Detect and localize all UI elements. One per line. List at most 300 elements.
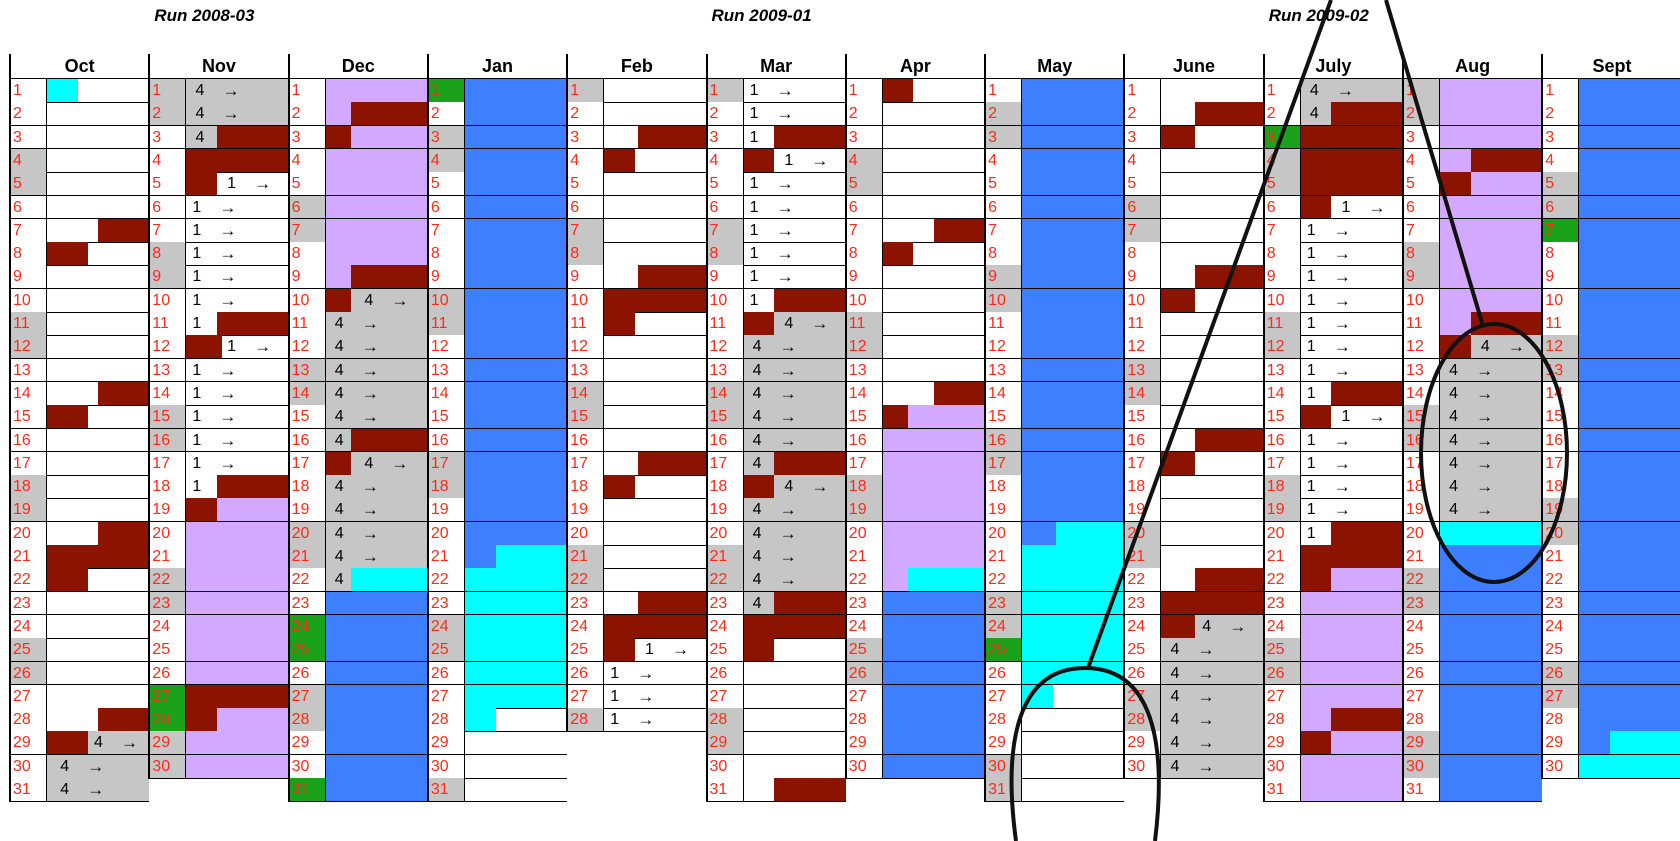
day-number: 8 [1124, 242, 1161, 265]
run-number-label: 1 [192, 198, 202, 216]
grid-line [567, 731, 706, 732]
day-number: 2 [289, 102, 326, 125]
run-number-label: 1 [645, 641, 654, 659]
column-divider [882, 79, 883, 779]
arrow-icon: → [219, 430, 237, 450]
run-number-label: 1 [749, 221, 759, 239]
day-number: 14 [289, 382, 326, 405]
day-number: 21 [1124, 545, 1161, 568]
column-divider [46, 79, 47, 802]
status-segment [326, 219, 428, 242]
arrow-icon: → [1336, 81, 1354, 100]
day-number: 22 [1264, 568, 1301, 591]
day-number: 10 [289, 289, 326, 312]
day-number: 27 [1403, 685, 1440, 708]
status-segment [465, 638, 567, 661]
arrow-icon: → [1368, 197, 1386, 217]
day-number: 27 [1264, 685, 1301, 708]
status-segment [465, 289, 567, 312]
status-segment [326, 615, 428, 638]
day-number: 15 [149, 405, 186, 428]
arrow-icon: → [87, 780, 105, 799]
status-segment [883, 475, 985, 498]
status-segment [883, 615, 985, 638]
status-segment [465, 522, 567, 545]
run-number-label: 4 [334, 315, 344, 332]
day-number: 26 [149, 662, 186, 685]
arrow-icon: → [1197, 663, 1215, 683]
run-number-label: 4 [334, 524, 344, 542]
grid-line [428, 78, 567, 79]
arrow-icon: → [779, 500, 797, 520]
day-number: 7 [289, 219, 326, 242]
status-segment [326, 592, 428, 615]
day-number: 24 [1124, 615, 1161, 638]
run-number-label: 1 [1306, 338, 1316, 356]
status-segment [47, 405, 88, 428]
arrow-icon: → [779, 547, 797, 566]
arrow-icon: → [637, 710, 655, 730]
day-number: 4 [289, 149, 326, 172]
day-number: 23 [846, 592, 883, 615]
day-number: 21 [1542, 545, 1579, 568]
day-number: 15 [289, 405, 326, 428]
run-number-label: 4 [1449, 501, 1459, 519]
status-segment [1301, 592, 1403, 615]
day-number: 9 [846, 265, 883, 288]
status-segment [326, 265, 352, 288]
day-number: 22 [1124, 568, 1161, 591]
run-number-label: 4 [752, 454, 762, 472]
status-segment [465, 219, 567, 242]
status-segment [1022, 312, 1124, 335]
status-segment [1579, 172, 1680, 195]
status-segment [1022, 196, 1124, 219]
status-segment [465, 79, 567, 102]
status-segment [1440, 79, 1542, 102]
day-number: 24 [289, 615, 326, 638]
run-number-label: 4 [752, 408, 762, 426]
status-segment [1471, 172, 1543, 195]
arrow-icon: → [1333, 337, 1351, 357]
status-segment [1440, 102, 1542, 125]
grid-line [428, 801, 567, 802]
day-number: 20 [1542, 522, 1579, 545]
day-number: 28 [149, 708, 186, 731]
day-number: 13 [428, 359, 465, 382]
day-number: 17 [1403, 452, 1440, 475]
run-number-label: 1 [227, 338, 237, 356]
day-number: 12 [707, 335, 744, 358]
day-number: 1 [1542, 79, 1579, 102]
day-number: 11 [149, 312, 186, 335]
day-number: 24 [149, 615, 186, 638]
day-number: 25 [428, 638, 465, 661]
status-segment [217, 312, 289, 335]
day-number: 8 [149, 242, 186, 265]
day-number: 12 [428, 335, 465, 358]
day-number: 27 [289, 685, 326, 708]
day-number: 10 [149, 289, 186, 312]
arrow-icon: → [1476, 407, 1494, 427]
status-segment [744, 312, 775, 335]
arrow-icon: → [672, 640, 690, 660]
status-segment [465, 382, 567, 405]
day-number: 19 [846, 498, 883, 521]
day-number: 18 [1542, 475, 1579, 498]
status-segment [1022, 405, 1124, 428]
status-segment [1440, 755, 1542, 778]
grid-line [1403, 78, 1542, 79]
status-segment [465, 662, 567, 685]
arrow-icon: → [779, 430, 797, 450]
day-number: 18 [985, 475, 1022, 498]
day-number: 22 [567, 568, 604, 591]
day-number: 7 [1542, 219, 1579, 242]
grid-line [149, 778, 288, 779]
day-number: 20 [10, 522, 47, 545]
month-header: Aug [1455, 56, 1491, 76]
day-number: 8 [289, 242, 326, 265]
month-divider [1263, 54, 1265, 802]
day-number: 26 [1124, 662, 1161, 685]
day-number: 2 [149, 102, 186, 125]
day-number: 27 [428, 685, 465, 708]
arrow-icon: → [776, 220, 794, 240]
arrow-icon: → [811, 477, 829, 497]
status-segment [883, 79, 914, 102]
status-segment [1056, 522, 1125, 545]
day-number: 28 [567, 708, 604, 731]
status-segment [1440, 126, 1542, 149]
column-divider [464, 79, 465, 802]
status-segment [1022, 359, 1124, 382]
arrow-icon: → [637, 663, 655, 683]
arrow-icon: → [776, 244, 794, 264]
day-number: 16 [567, 429, 604, 452]
status-segment [1022, 615, 1124, 638]
day-number: 13 [707, 359, 744, 382]
status-segment [1471, 149, 1543, 172]
status-segment [1022, 172, 1124, 195]
day-number: 22 [1403, 568, 1440, 591]
day-number: 20 [846, 522, 883, 545]
day-number: 21 [289, 545, 326, 568]
status-segment [1579, 242, 1680, 265]
arrow-icon: → [1333, 430, 1351, 450]
grid-line [567, 78, 706, 79]
day-number: 13 [1403, 359, 1440, 382]
day-number: 9 [985, 265, 1022, 288]
column-divider [185, 79, 186, 779]
grid-line [289, 801, 428, 802]
day-number: 25 [1124, 638, 1161, 661]
arrow-icon: → [779, 570, 797, 590]
run-number-label: 4 [1170, 641, 1180, 659]
day-number: 3 [1542, 126, 1579, 149]
day-number: 14 [707, 382, 744, 405]
day-number: 29 [1403, 731, 1440, 754]
day-number: 26 [985, 662, 1022, 685]
status-segment [883, 638, 985, 661]
day-number: 28 [707, 708, 744, 731]
status-segment [1022, 219, 1124, 242]
run-number-label: 1 [1306, 431, 1316, 449]
status-segment [1579, 102, 1680, 125]
day-number: 7 [10, 219, 47, 242]
run-number-label: 4 [334, 408, 344, 426]
status-segment [1195, 568, 1264, 591]
status-segment [1579, 335, 1680, 358]
run-number-label: 1 [192, 478, 202, 496]
day-number: 5 [289, 172, 326, 195]
day-number: 31 [289, 778, 326, 801]
status-segment [604, 452, 638, 475]
day-number: 27 [846, 685, 883, 708]
day-number: 12 [1542, 335, 1579, 358]
day-number: 7 [1124, 219, 1161, 242]
day-number: 19 [1542, 498, 1579, 521]
status-segment [465, 196, 567, 219]
status-segment [1610, 731, 1680, 754]
day-number: 5 [846, 172, 883, 195]
day-number: 17 [985, 452, 1022, 475]
day-number: 21 [707, 545, 744, 568]
day-number: 17 [846, 452, 883, 475]
month-header: Mar [760, 56, 793, 76]
day-number: 28 [428, 708, 465, 731]
arrow-icon: → [219, 290, 237, 310]
day-number: 7 [846, 219, 883, 242]
status-segment [1579, 452, 1680, 475]
run-number-label: 4 [334, 548, 344, 565]
month-divider [845, 54, 847, 779]
day-number: 7 [1264, 219, 1301, 242]
arrow-icon: → [1476, 360, 1494, 380]
day-number: 4 [10, 149, 47, 172]
day-number: 22 [428, 568, 465, 591]
status-segment [98, 522, 149, 545]
status-segment [774, 289, 846, 312]
run-title: Run 2009-02 [1268, 6, 1369, 25]
day-number: 23 [1124, 592, 1161, 615]
status-segment [604, 475, 635, 498]
status-segment [1301, 778, 1403, 801]
day-number: 25 [10, 638, 47, 661]
day-number: 27 [985, 685, 1022, 708]
day-number: 8 [10, 242, 47, 265]
day-number: 21 [428, 545, 465, 568]
status-segment [1161, 265, 1195, 288]
month-divider [1402, 54, 1404, 802]
day-number: 16 [1264, 429, 1301, 452]
arrow-icon: → [1476, 500, 1494, 520]
day-number: 11 [10, 312, 47, 335]
day-number: 1 [1124, 79, 1161, 102]
month-header: May [1037, 56, 1073, 76]
arrow-icon: → [222, 104, 240, 124]
day-number: 16 [1124, 429, 1161, 452]
status-segment [883, 498, 985, 521]
status-segment [1301, 149, 1403, 172]
status-segment [1161, 592, 1263, 615]
grid-line [10, 801, 149, 802]
status-segment [351, 102, 428, 125]
status-segment [883, 522, 985, 545]
status-segment [1022, 662, 1124, 685]
day-number: 25 [289, 638, 326, 661]
run-number-label: 4 [195, 128, 205, 146]
status-segment [604, 592, 638, 615]
arrow-icon: → [776, 267, 794, 287]
status-segment [744, 638, 775, 661]
day-number: 2 [1403, 102, 1440, 125]
run-number-label: 1 [192, 268, 202, 286]
status-segment [1579, 382, 1680, 405]
run-number-label: 4 [364, 291, 374, 309]
run-number-label: 1 [610, 687, 620, 705]
day-number: 7 [567, 219, 604, 242]
day-number: 30 [149, 755, 186, 778]
day-number: 7 [1403, 219, 1440, 242]
status-segment [883, 662, 985, 685]
status-segment [1161, 452, 1195, 475]
day-number: 13 [1264, 359, 1301, 382]
day-number: 2 [707, 102, 744, 125]
column-divider [1160, 79, 1161, 779]
status-segment [1022, 522, 1056, 545]
arrow-icon: → [361, 360, 379, 380]
day-number: 7 [707, 219, 744, 242]
day-number: 8 [707, 242, 744, 265]
day-number: 6 [1124, 196, 1161, 219]
day-number: 10 [985, 289, 1022, 312]
day-number: 17 [149, 452, 186, 475]
month-divider [706, 54, 708, 802]
status-segment [326, 662, 428, 685]
day-number: 16 [149, 429, 186, 452]
day-number: 11 [567, 312, 604, 335]
status-segment [47, 545, 149, 568]
status-segment [1579, 592, 1680, 615]
day-number: 18 [707, 475, 744, 498]
day-number: 24 [1542, 615, 1579, 638]
status-segment [326, 685, 428, 708]
run-number-label: 4 [1449, 361, 1459, 379]
status-segment [1440, 545, 1542, 568]
day-number: 1 [289, 79, 326, 102]
day-number: 16 [1542, 429, 1579, 452]
status-segment [774, 592, 846, 615]
status-segment [1022, 126, 1124, 149]
arrow-icon: → [87, 756, 105, 776]
status-segment [1440, 638, 1542, 661]
arrow-icon: → [219, 197, 237, 217]
day-number: 29 [289, 731, 326, 754]
day-number: 17 [1264, 452, 1301, 475]
status-segment [883, 382, 934, 405]
status-segment [1579, 662, 1680, 685]
status-segment [47, 242, 88, 265]
status-segment [1579, 731, 1610, 754]
run-number-label: 1 [749, 291, 759, 309]
arrow-icon: → [219, 244, 237, 264]
day-number: 30 [1264, 755, 1301, 778]
status-segment [186, 335, 222, 358]
day-number: 30 [1403, 755, 1440, 778]
day-number: 28 [846, 708, 883, 731]
day-number: 11 [289, 312, 326, 335]
status-segment [1440, 708, 1542, 731]
status-segment [186, 708, 217, 731]
status-segment [1022, 335, 1124, 358]
status-segment [326, 242, 428, 265]
arrow-icon: → [361, 477, 379, 497]
arrow-icon: → [1333, 267, 1351, 287]
day-number: 4 [149, 149, 186, 172]
day-number: 5 [1403, 172, 1440, 195]
day-number: 13 [1124, 359, 1161, 382]
status-segment [47, 382, 98, 405]
grid-line [1124, 78, 1263, 79]
day-number: 22 [846, 568, 883, 591]
day-number: 2 [1542, 102, 1579, 125]
status-segment [604, 126, 638, 149]
status-segment [465, 359, 567, 382]
arrow-icon: → [1507, 337, 1525, 357]
day-number: 8 [1542, 242, 1579, 265]
status-segment [1161, 615, 1195, 638]
run-number-label: 4 [1449, 384, 1459, 402]
day-number: 14 [846, 382, 883, 405]
run-number-label: 1 [610, 664, 620, 682]
status-segment [1195, 102, 1264, 125]
day-number: 25 [707, 638, 744, 661]
day-number: 15 [10, 405, 47, 428]
status-segment [908, 568, 985, 591]
status-segment [465, 545, 496, 568]
status-segment [883, 755, 985, 778]
status-segment [186, 662, 288, 685]
run-number-label: 4 [1170, 664, 1180, 682]
day-number: 3 [10, 126, 47, 149]
day-number: 8 [1403, 242, 1440, 265]
status-segment [1579, 755, 1680, 778]
day-number: 30 [985, 755, 1022, 778]
day-number: 13 [1542, 359, 1579, 382]
day-number: 3 [428, 126, 465, 149]
grid-line [10, 78, 149, 79]
status-segment [47, 79, 78, 102]
day-number: 8 [428, 242, 465, 265]
arrow-icon: → [254, 174, 272, 194]
column-divider [1439, 79, 1440, 802]
run-number-label: 1 [1306, 245, 1316, 263]
status-segment [186, 475, 217, 498]
column-divider [603, 79, 604, 732]
status-segment [883, 685, 985, 708]
status-segment [186, 568, 288, 591]
status-segment [98, 219, 149, 242]
arrow-icon: → [120, 733, 138, 753]
run-number-label: 1 [749, 105, 759, 123]
day-number: 10 [707, 289, 744, 312]
day-number: 10 [846, 289, 883, 312]
day-number: 14 [1264, 382, 1301, 405]
day-number: 27 [10, 685, 47, 708]
status-segment [1022, 382, 1124, 405]
run-number-label: 4 [1449, 431, 1459, 449]
